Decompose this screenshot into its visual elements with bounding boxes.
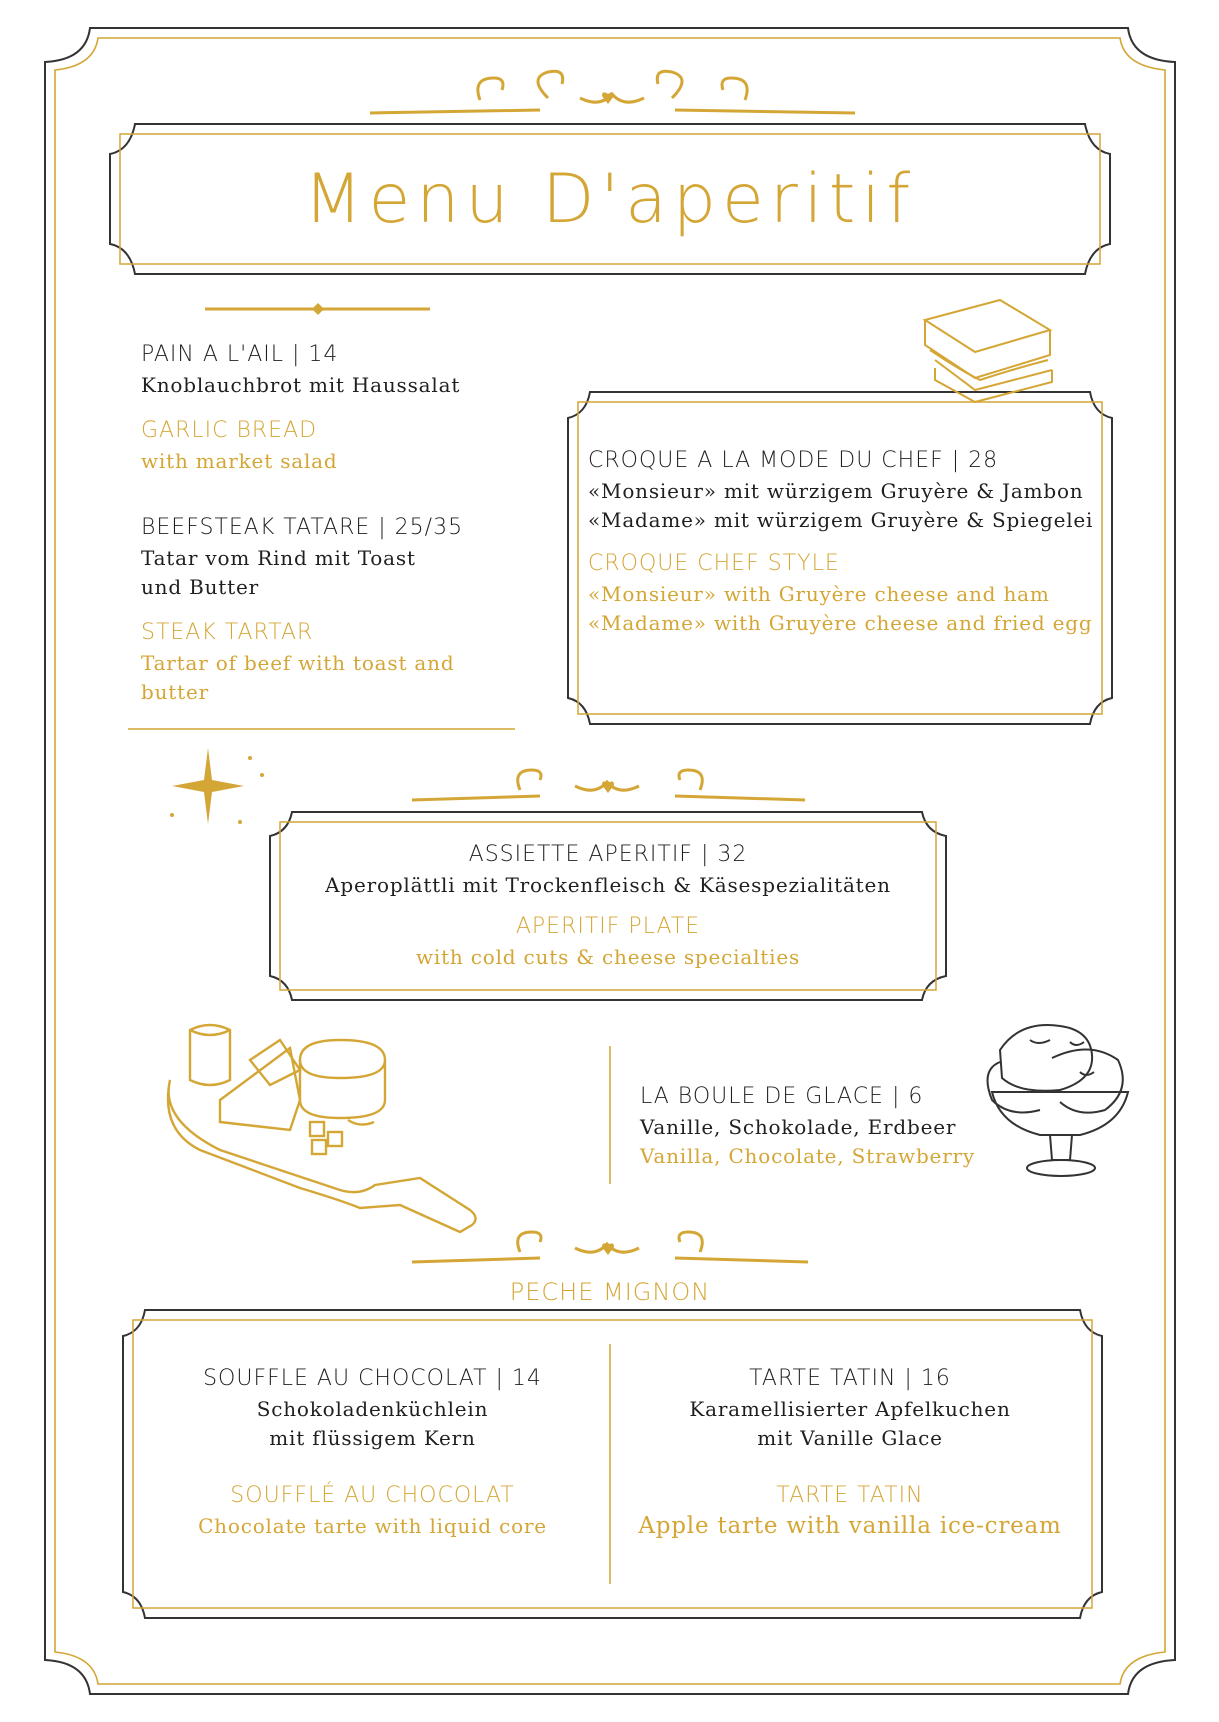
item-croque — [588, 448, 1098, 638]
sandwich-illustration — [925, 300, 1052, 402]
item-name-en: GARLIC BREAD — [141, 418, 318, 443]
item-name: ASSIETTE APERITIF | 32 — [468, 842, 748, 867]
item-description-en: Vanilla, Chocolate, Strawberry — [640, 1144, 976, 1168]
item-name: PAIN A L'AIL | 14 — [141, 342, 339, 367]
item-name: CROQUE A LA MODE DU CHEF | 28 — [588, 448, 999, 473]
cheese-board-illustration — [168, 1025, 476, 1232]
item-name: SOUFFLE AU CHOCOLAT | 14 — [203, 1366, 542, 1391]
item-pain-a-lail — [141, 342, 521, 476]
item-beefsteak-tatare — [141, 515, 521, 707]
bottom-heart — [602, 1243, 614, 1255]
top-ornament — [370, 71, 855, 113]
top-heart — [602, 92, 614, 104]
page-title: Menu D'aperitif — [303, 160, 917, 239]
item-name-en: SOUFFLÉ AU CHOCOLAT — [230, 1483, 515, 1508]
item-description-en-1: Tartar of beef with toast and — [141, 651, 455, 675]
item-name-en: STEAK TARTAR — [141, 620, 314, 645]
item-name-en: TARTE TATIN — [776, 1483, 924, 1508]
item-boule-de-glace — [640, 1084, 1000, 1171]
sparkle-icon — [170, 748, 264, 824]
item-description-de: Vanille, Schokolade, Erdbeer — [640, 1115, 957, 1139]
item-description-de-1: Karamellisierter Apfelkuchen — [689, 1397, 1011, 1421]
item-description-de-1: Tatar vom Rind mit Toast — [141, 546, 416, 570]
item-description-de-1: «Monsieur» mit würzigem Gruyère & Jambon — [588, 479, 1084, 503]
left-divider-diamond — [312, 303, 324, 315]
item-assiette-aperitif — [280, 842, 936, 972]
item-description-de-1: Schokoladenküchlein — [256, 1397, 489, 1421]
item-name: LA BOULE DE GLACE | 6 — [640, 1084, 924, 1109]
item-description-en-1: «Monsieur» with Gruyère cheese and ham — [588, 582, 1050, 606]
item-description-de: Knoblauchbrot mit Haussalat — [141, 373, 461, 397]
item-description-en: with market salad — [141, 449, 338, 473]
item-description-en: Apple tarte with vanilla ice-cream — [638, 1513, 1062, 1539]
item-name-en: APERITIF PLATE — [515, 914, 701, 939]
item-name-en: CROQUE CHEF STYLE — [588, 551, 840, 576]
item-description-en-2: butter — [141, 680, 209, 704]
middle-heart — [602, 781, 614, 793]
item-description-de-2: «Madame» mit würzigem Gruyère & Spiegelei — [588, 508, 1094, 532]
section-title-dessert: PECHE MIGNON — [509, 1278, 711, 1306]
item-description-de-2: und Butter — [141, 575, 259, 599]
item-name: BEEFSTEAK TATARE | 25/35 — [141, 515, 464, 540]
item-description-en: with cold cuts & cheese specialties — [415, 945, 801, 969]
item-description-de-2: mit Vanille Glace — [757, 1426, 943, 1450]
item-description-de-2: mit flüssigem Kern — [269, 1426, 476, 1450]
item-description-de: Aperoplättli mit Trockenfleisch & Käsespezialitäten — [325, 873, 891, 897]
item-description-en: Chocolate tarte with liquid core — [198, 1514, 547, 1538]
item-tarte-tatin — [615, 1366, 1085, 1541]
item-description-en-2: «Madame» with Gruyère cheese and fried egg — [588, 611, 1093, 635]
item-name: TARTE TATIN | 16 — [749, 1366, 951, 1391]
ice-cream-illustration — [988, 1025, 1129, 1176]
item-souffle — [140, 1366, 605, 1541]
